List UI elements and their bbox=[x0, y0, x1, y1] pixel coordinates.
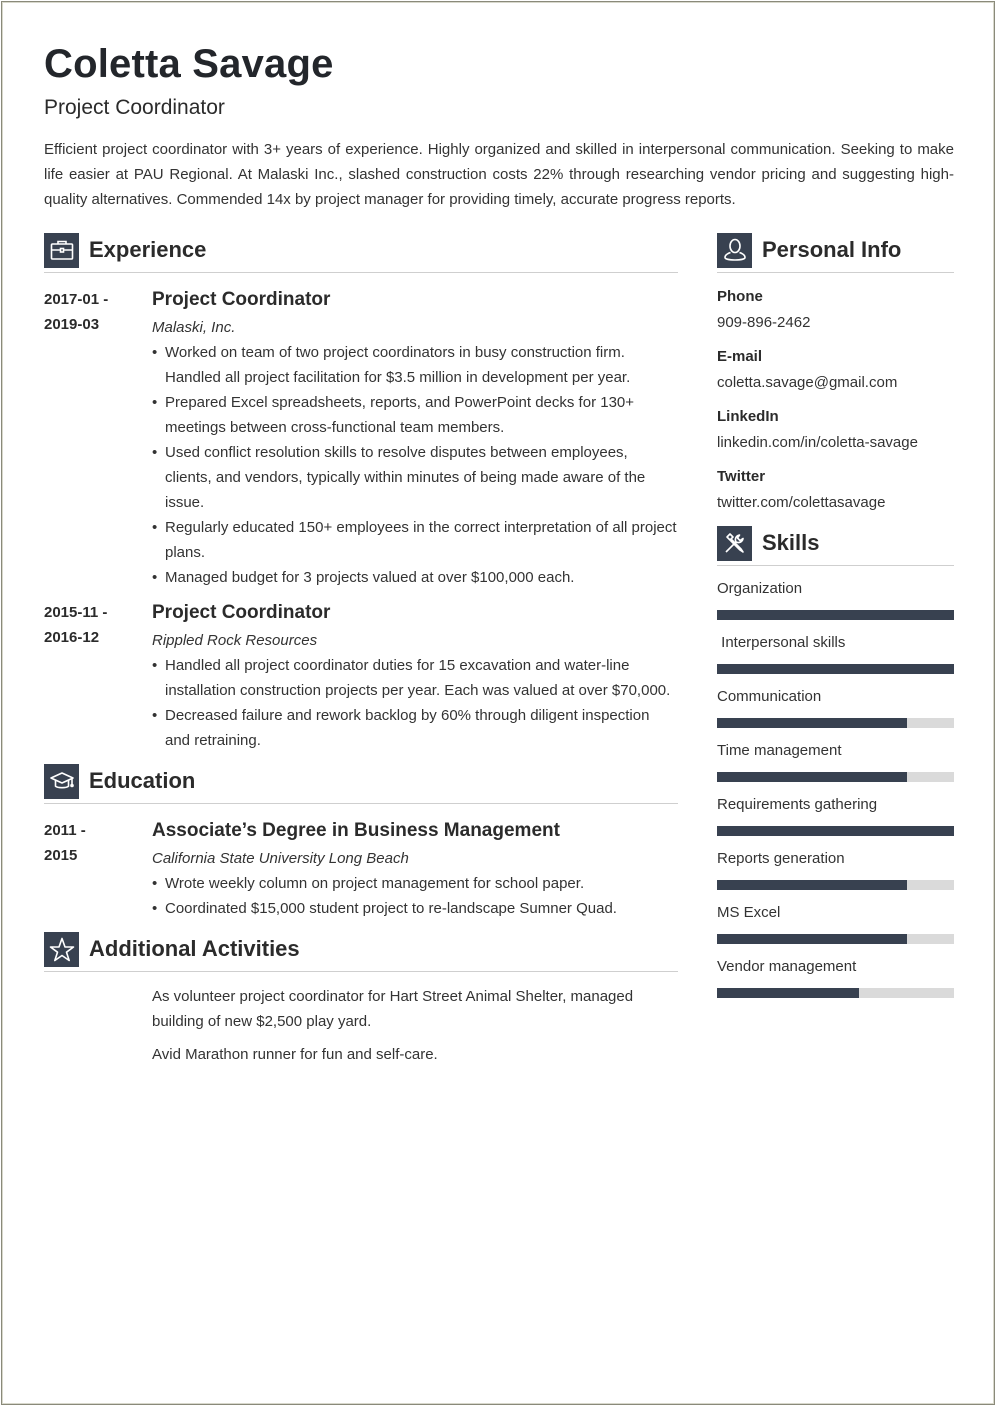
candidate-role: Project Coordinator bbox=[44, 96, 225, 119]
briefcase-icon bbox=[44, 233, 79, 268]
skill-item bbox=[717, 688, 954, 728]
bullet-item: • Decreased failure and rework backlog by 60% through diligent inspection and retraining. bbox=[152, 703, 678, 753]
education-bullets bbox=[152, 871, 678, 921]
skill-name: Time management bbox=[717, 742, 842, 759]
skill-level-bar bbox=[717, 718, 954, 728]
skill-level-fill bbox=[717, 610, 954, 620]
skill-item bbox=[717, 742, 954, 782]
skill-name: MS Excel bbox=[717, 904, 781, 921]
bullet-item: • Handled all project coordinator duties for 15 excavation and water-line installation construction projects per year. Each was valued at over $70,000. bbox=[152, 653, 678, 703]
star-icon bbox=[44, 932, 79, 967]
email-value: coletta.savage@gmail.com bbox=[717, 374, 898, 391]
bullet-item: • Prepared Excel spreadsheets, reports, and PowerPoint decks for 130+ meetings between cross-functional team members. bbox=[152, 390, 678, 440]
bullet-item: • Used conflict resolution skills to resolve disputes between employees, clients, and vendors, typically within minutes of being made aware of the issue. bbox=[152, 440, 678, 515]
company-name: Rippled Rock Resources bbox=[152, 632, 318, 649]
date-end: 2015 bbox=[44, 847, 78, 864]
date-start: 2015-11 - bbox=[44, 604, 108, 621]
job-title: Project Coordinator bbox=[152, 602, 331, 623]
job-entry bbox=[44, 600, 678, 753]
date-start: 2011 - bbox=[44, 822, 86, 839]
skill-level-bar bbox=[717, 772, 954, 782]
skill-level-fill bbox=[717, 880, 907, 890]
skill-level-fill bbox=[717, 988, 859, 998]
skill-item bbox=[717, 904, 954, 944]
skills-title: Skills bbox=[762, 530, 820, 555]
left-column bbox=[44, 232, 678, 1075]
company-name: Malaski, Inc. bbox=[152, 319, 236, 336]
skills-list bbox=[717, 580, 954, 998]
job-title: Project Coordinator bbox=[152, 289, 331, 310]
skill-name: Communication bbox=[717, 688, 822, 705]
job-bullets bbox=[152, 653, 678, 753]
education-title: Education bbox=[89, 768, 196, 793]
skill-level-fill bbox=[717, 772, 907, 782]
skill-level-bar bbox=[717, 664, 954, 674]
skill-item bbox=[717, 850, 954, 890]
education-entry bbox=[44, 818, 678, 921]
experience-header bbox=[44, 232, 678, 273]
tools-icon bbox=[717, 526, 752, 561]
skill-name: Vendor management bbox=[717, 958, 857, 975]
bullet-item: • Worked on team of two project coordinators in busy construction firm. Handled all project facilitation for $3.5 million in development per year. bbox=[152, 340, 678, 390]
activities-list bbox=[152, 984, 678, 1067]
experience-title: Experience bbox=[89, 237, 207, 262]
skill-name: Interpersonal skills bbox=[717, 634, 846, 651]
activity-item: As volunteer project coordinator for Hart Street Animal Shelter, managed building of new $2,500 play yard. bbox=[152, 988, 634, 1030]
resume-page bbox=[1, 1, 995, 1405]
school-name: California State University Long Beach bbox=[152, 850, 409, 867]
degree-title: Associate’s Degree in Business Management bbox=[152, 820, 560, 841]
skill-item bbox=[717, 958, 954, 998]
skill-level-bar bbox=[717, 826, 954, 836]
bullet-item: • Coordinated $15,000 student project to re-landscape Sumner Quad. bbox=[152, 896, 678, 921]
skill-level-bar bbox=[717, 934, 954, 944]
date-end: 2019-03 bbox=[44, 316, 100, 333]
bullet-item: • Managed budget for 3 projects valued at over $100,000 each. bbox=[152, 565, 678, 590]
field-label: Phone bbox=[717, 288, 763, 305]
skills-header bbox=[717, 525, 954, 566]
education-header bbox=[44, 763, 678, 804]
skill-level-bar bbox=[717, 988, 954, 998]
date-start: 2017-01 - bbox=[44, 291, 109, 308]
skill-level-fill bbox=[717, 718, 907, 728]
phone-value: 909-896-2462 bbox=[717, 314, 811, 331]
personal-info-fields bbox=[717, 287, 954, 513]
skill-level-bar bbox=[717, 610, 954, 620]
activity-item: Avid Marathon runner for fun and self-care. bbox=[152, 1046, 438, 1063]
skill-name: Requirements gathering bbox=[717, 796, 878, 813]
personal-info-header bbox=[717, 232, 954, 273]
skill-name: Reports generation bbox=[717, 850, 845, 867]
skill-level-bar bbox=[717, 880, 954, 890]
profile-summary: Efficient project coordinator with 3+ years of experience. Highly organized and skilled in interpersonal communication. Seeking to make life easier at PAU Regional. At Malaski Inc., slashed construction costs 22% through researching vendor pricing and suggesting high-quality alternatives. Commended 14x by project manager for providing timely, accurate progress reports. bbox=[44, 141, 954, 208]
field-label: E-mail bbox=[717, 348, 763, 365]
activities-title: Additional Activities bbox=[89, 936, 300, 961]
personal-info-title: Personal Info bbox=[762, 237, 902, 262]
date-end: 2016-12 bbox=[44, 629, 100, 646]
skill-item bbox=[717, 796, 954, 836]
skill-level-fill bbox=[717, 664, 954, 674]
person-icon bbox=[717, 233, 752, 268]
job-bullets bbox=[152, 340, 678, 590]
email-field bbox=[717, 347, 954, 393]
twitter-field bbox=[717, 467, 954, 513]
linkedin-field bbox=[717, 407, 954, 453]
education-dates bbox=[44, 818, 152, 921]
skill-item bbox=[717, 634, 954, 674]
skill-name: Organization bbox=[717, 580, 803, 597]
twitter-value: twitter.com/colettasavage bbox=[717, 494, 886, 511]
skill-level-fill bbox=[717, 934, 907, 944]
bullet-item: • Regularly educated 150+ employees in the correct interpretation of all project plans. bbox=[152, 515, 678, 565]
job-dates bbox=[44, 600, 152, 753]
skill-item bbox=[717, 580, 954, 620]
graduation-cap-icon bbox=[44, 764, 79, 799]
candidate-name: Coletta Savage bbox=[44, 42, 334, 86]
right-column bbox=[717, 232, 954, 998]
activities-header bbox=[44, 931, 678, 972]
job-dates bbox=[44, 287, 152, 590]
field-label: LinkedIn bbox=[717, 408, 779, 425]
skill-level-fill bbox=[717, 826, 954, 836]
linkedin-value: linkedin.com/in/coletta-savage bbox=[717, 434, 918, 451]
phone-field bbox=[717, 287, 954, 333]
field-label: Twitter bbox=[717, 468, 766, 485]
job-entry bbox=[44, 287, 678, 590]
bullet-item: • Wrote weekly column on project management for school paper. bbox=[152, 871, 678, 896]
